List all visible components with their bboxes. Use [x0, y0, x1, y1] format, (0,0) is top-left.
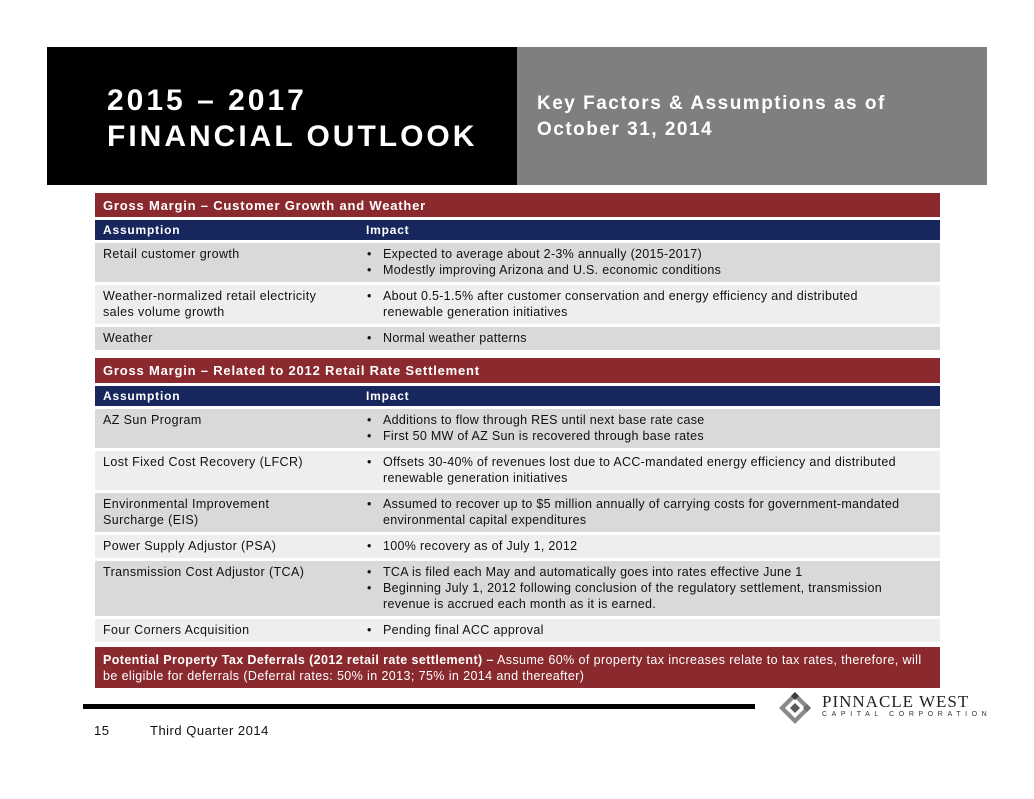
impact-text: Beginning July 1, 2012 following conclusion of the regulatory settlement, transmission revenue is accrued each month as it is earned. — [383, 581, 882, 611]
footer-quarter: Third Quarter 2014 — [150, 723, 269, 738]
assumption-cell — [95, 622, 365, 638]
page-subtitle — [537, 91, 886, 143]
assumption-text: Environmental Improvement — [103, 497, 270, 511]
logo-name: PINNACLE WEST — [822, 692, 970, 711]
bullet-icon: • — [367, 539, 372, 553]
impact-text: Normal weather patterns — [383, 331, 527, 345]
note-text: Assume 60% of property tax increases relate to tax rates, therefore, will be eligible for deferrals (Deferral rates: 50% in 2013; 75% in 2014 and thereafter) — [103, 653, 922, 683]
note-heading: Potential Property Tax Deferrals (2012 retail rate settlement) – — [103, 653, 494, 667]
table-row — [95, 535, 940, 558]
table-header — [95, 220, 940, 240]
assumption-text: Transmission Cost Adjustor (TCA) — [103, 565, 305, 579]
table-row — [95, 561, 940, 616]
impact-item — [365, 412, 920, 428]
bullet-icon: • — [367, 331, 372, 345]
assumption-text: sales volume growth — [103, 305, 225, 319]
impact-cell — [365, 538, 940, 554]
bullet-icon: • — [367, 565, 372, 579]
assumption-cell — [95, 454, 365, 486]
impact-text: First 50 MW of AZ Sun is recovered through base rates — [383, 429, 704, 443]
table-row — [95, 493, 940, 532]
assumption-cell — [95, 564, 365, 612]
impact-item — [365, 564, 920, 580]
table-row — [95, 619, 940, 642]
impact-item — [365, 330, 920, 346]
column-header-assumption: Assumption — [103, 223, 181, 237]
impact-cell — [365, 454, 940, 486]
impact-cell — [365, 496, 940, 528]
bullet-icon: • — [367, 289, 372, 303]
impact-cell — [365, 622, 940, 638]
bullet-icon: • — [367, 263, 372, 277]
assumption-cell — [95, 330, 365, 346]
page-title — [107, 83, 477, 155]
property-tax-note — [95, 647, 940, 688]
bullet-icon: • — [367, 413, 372, 427]
impact-item — [365, 580, 920, 612]
assumption-text: Power Supply Adjustor (PSA) — [103, 539, 277, 553]
column-header-impact: Impact — [366, 389, 410, 403]
impact-text: 100% recovery as of July 1, 2012 — [383, 539, 578, 553]
impact-text: TCA is filed each May and automatically goes into rates effective June 1 — [383, 565, 803, 579]
bullet-icon: • — [367, 623, 372, 637]
section-title: Gross Margin – Related to 2012 Retail Rate Settlement — [95, 358, 940, 383]
assumption-text: AZ Sun Program — [103, 413, 202, 427]
assumption-cell — [95, 538, 365, 554]
bullet-icon: • — [367, 497, 372, 511]
section-rate-settlement — [95, 358, 940, 642]
impact-item — [365, 538, 920, 554]
table-header — [95, 386, 940, 406]
title-line-2: FINANCIAL OUTLOOK — [107, 120, 478, 153]
assumption-cell — [95, 496, 365, 528]
page-number: 15 — [94, 723, 110, 738]
assumption-cell — [95, 246, 365, 278]
impact-item — [365, 262, 920, 278]
subtitle-line-2: October 31, 2014 — [537, 119, 714, 140]
impact-item — [365, 288, 920, 320]
impact-item — [365, 454, 920, 486]
bullet-icon: • — [367, 581, 372, 595]
section-customer-growth — [95, 193, 940, 350]
section-title: Gross Margin – Customer Growth and Weather — [95, 193, 940, 217]
logo-subtitle: CAPITAL CORPORATION — [822, 711, 992, 718]
assumption-text: Surcharge (EIS) — [103, 513, 199, 527]
assumption-text: Lost Fixed Cost Recovery (LFCR) — [103, 455, 303, 469]
assumption-text: Retail customer growth — [103, 247, 240, 261]
impact-text: About 0.5-1.5% after customer conservation and energy efficiency and distributed renewable generation initiatives — [383, 289, 858, 319]
assumption-cell — [95, 412, 365, 444]
assumption-text: Weather — [103, 331, 153, 345]
impact-text: Pending final ACC approval — [383, 623, 544, 637]
impact-cell — [365, 288, 940, 320]
impact-text: Modestly improving Arizona and U.S. economic conditions — [383, 263, 722, 277]
impact-cell — [365, 412, 940, 444]
title-line-1: 2015 – 2017 — [107, 84, 307, 117]
header-title-panel — [47, 47, 517, 185]
impact-cell — [365, 330, 940, 346]
impact-cell — [365, 246, 940, 278]
table-row — [95, 327, 940, 350]
footer-rule — [83, 704, 755, 709]
table-row — [95, 285, 940, 324]
impact-cell — [365, 564, 940, 612]
impact-item — [365, 496, 920, 528]
impact-item — [365, 428, 920, 444]
impact-item — [365, 622, 920, 638]
assumption-text: Four Corners Acquisition — [103, 623, 250, 637]
header-subtitle-panel — [517, 47, 987, 185]
subtitle-line-1: Key Factors & Assumptions as of — [537, 93, 886, 114]
column-header-assumption: Assumption — [103, 389, 181, 403]
table-row — [95, 409, 940, 448]
bullet-icon: • — [367, 429, 372, 443]
bullet-icon: • — [367, 455, 372, 469]
column-header-impact: Impact — [366, 223, 410, 237]
impact-text: Assumed to recover up to $5 million annually of carrying costs for government-mandated environmental capital expenditures — [383, 497, 900, 527]
impact-text: Offsets 30-40% of revenues lost due to ACC-mandated energy efficiency and distributed renewable generation initiatives — [383, 455, 896, 485]
assumption-text: Weather-normalized retail electricity — [103, 289, 317, 303]
impact-item — [365, 246, 920, 262]
impact-text: Expected to average about 2-3% annually (2015-2017) — [383, 247, 702, 261]
table-row — [95, 243, 940, 282]
bullet-icon: • — [367, 247, 372, 261]
table-row — [95, 451, 940, 490]
assumption-cell — [95, 288, 365, 320]
impact-text: Additions to flow through RES until next base rate case — [383, 413, 705, 427]
